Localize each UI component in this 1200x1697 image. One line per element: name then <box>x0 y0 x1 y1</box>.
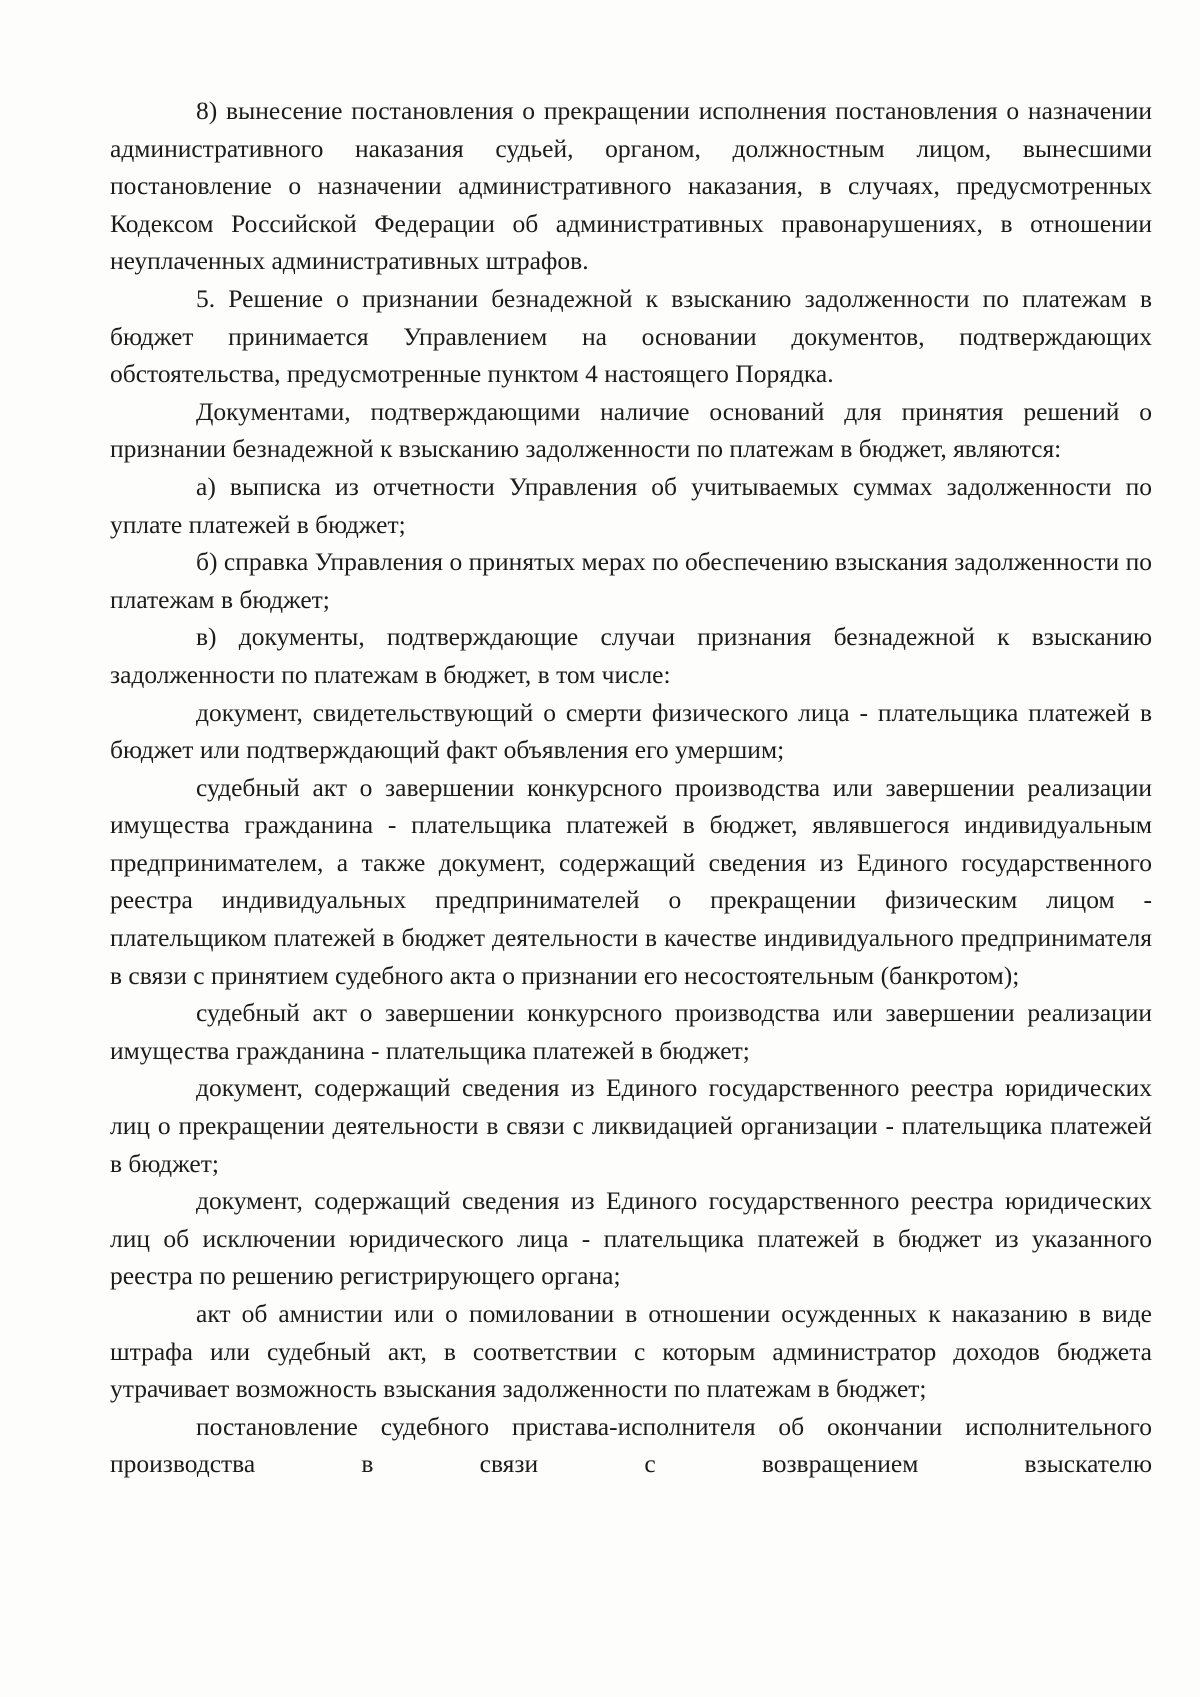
paragraph-5-decision: 5. Решение о признании безнадежной к взысканию задолженности по платежам в бюджет принимается Управлением на основании документов, подтверждающих обстоятельства, предусмотренные пунктом 4 настоящего Порядка. <box>110 283 1152 389</box>
paragraph-8-termination: 8) вынесение постановления о прекращении исполнения постановления о назначении административного наказания судьей, органом, должностным лицом, вынесшими постановление о назначении административного наказания, в случаях, предусмотренных Кодексом Российской Федерации об административных правонарушениях, в отношении неуплаченных административных штрафов. <box>110 96 1152 276</box>
paragraph-item-v: в) документы, подтверждающие случаи признания безнадежной к взысканию задолженности по платежам в бюджет, в том числе: <box>110 622 1152 689</box>
paragraph-bankruptcy-citizen: судебный акт о завершении конкурсного производства или завершении реализации имущества гражданина - плательщика платежей в бюджет; <box>110 998 1152 1065</box>
paragraph-amnesty: акт об амнистии или о помиловании в отношении осужденных к наказанию в виде штрафа или судебный акт, в соответствии с которым администратор доходов бюджета утрачивает возможность взыскания задолженности по платежам в бюджет; <box>110 1299 1152 1404</box>
paragraph-death-document: документ, свидетельствующий о смерти физического лица - плательщика платежей в бюджет или подтверждающий факт объявления его умершим; <box>110 697 1152 765</box>
paragraph-item-a: а) выписка из отчетности Управления об учитываемых суммах задолженности по уплате платежей в бюджет; <box>110 471 1152 539</box>
paragraph-documents-intro: Документами, подтверждающими наличие оснований для принятия решений о признании безнадежной к взысканию задолженности по платежам в бюджет, являются: <box>110 396 1152 464</box>
paragraph-item-b: б) справка Управления о принятых мерах по обеспечению взыскания задолженности по платежам в бюджет; <box>110 547 1152 614</box>
paragraph-liquidation: документ, содержащий сведения из Единого государственного реестра юридических лиц о прекращении деятельности в связи с ликвидацией организации - плательщика платежей в бюджет; <box>110 1073 1152 1178</box>
paragraph-exclusion: документ, содержащий сведения из Единого государственного реестра юридических лиц об исключении юридического лица - плательщика платежей в бюджет из указанного реестра по решению регистрирующего органа; <box>110 1186 1152 1291</box>
paragraph-bankruptcy-entrepreneur: судебный акт о завершении конкурсного производства или завершении реализации имущества гражданина - плательщика платежей в бюджет, являвшегося индивидуальным предпринимателем, а также документ, содержащий сведения из Единого государственного реестра индивидуальных предпринимателей о прекращении физическим лицом - плательщиком платежей в бюджет деятельности в качестве индивидуального предпринимателя в связи с принятием судебного акта о признании его несостоятельным (банкротом); <box>110 772 1152 990</box>
document-body <box>110 92 1152 1483</box>
paragraph-bailiff-resolution: постановление судебного пристава-исполнителя об окончании исполнительного производства в связи с возвращением взыскателю <box>110 1411 1152 1479</box>
